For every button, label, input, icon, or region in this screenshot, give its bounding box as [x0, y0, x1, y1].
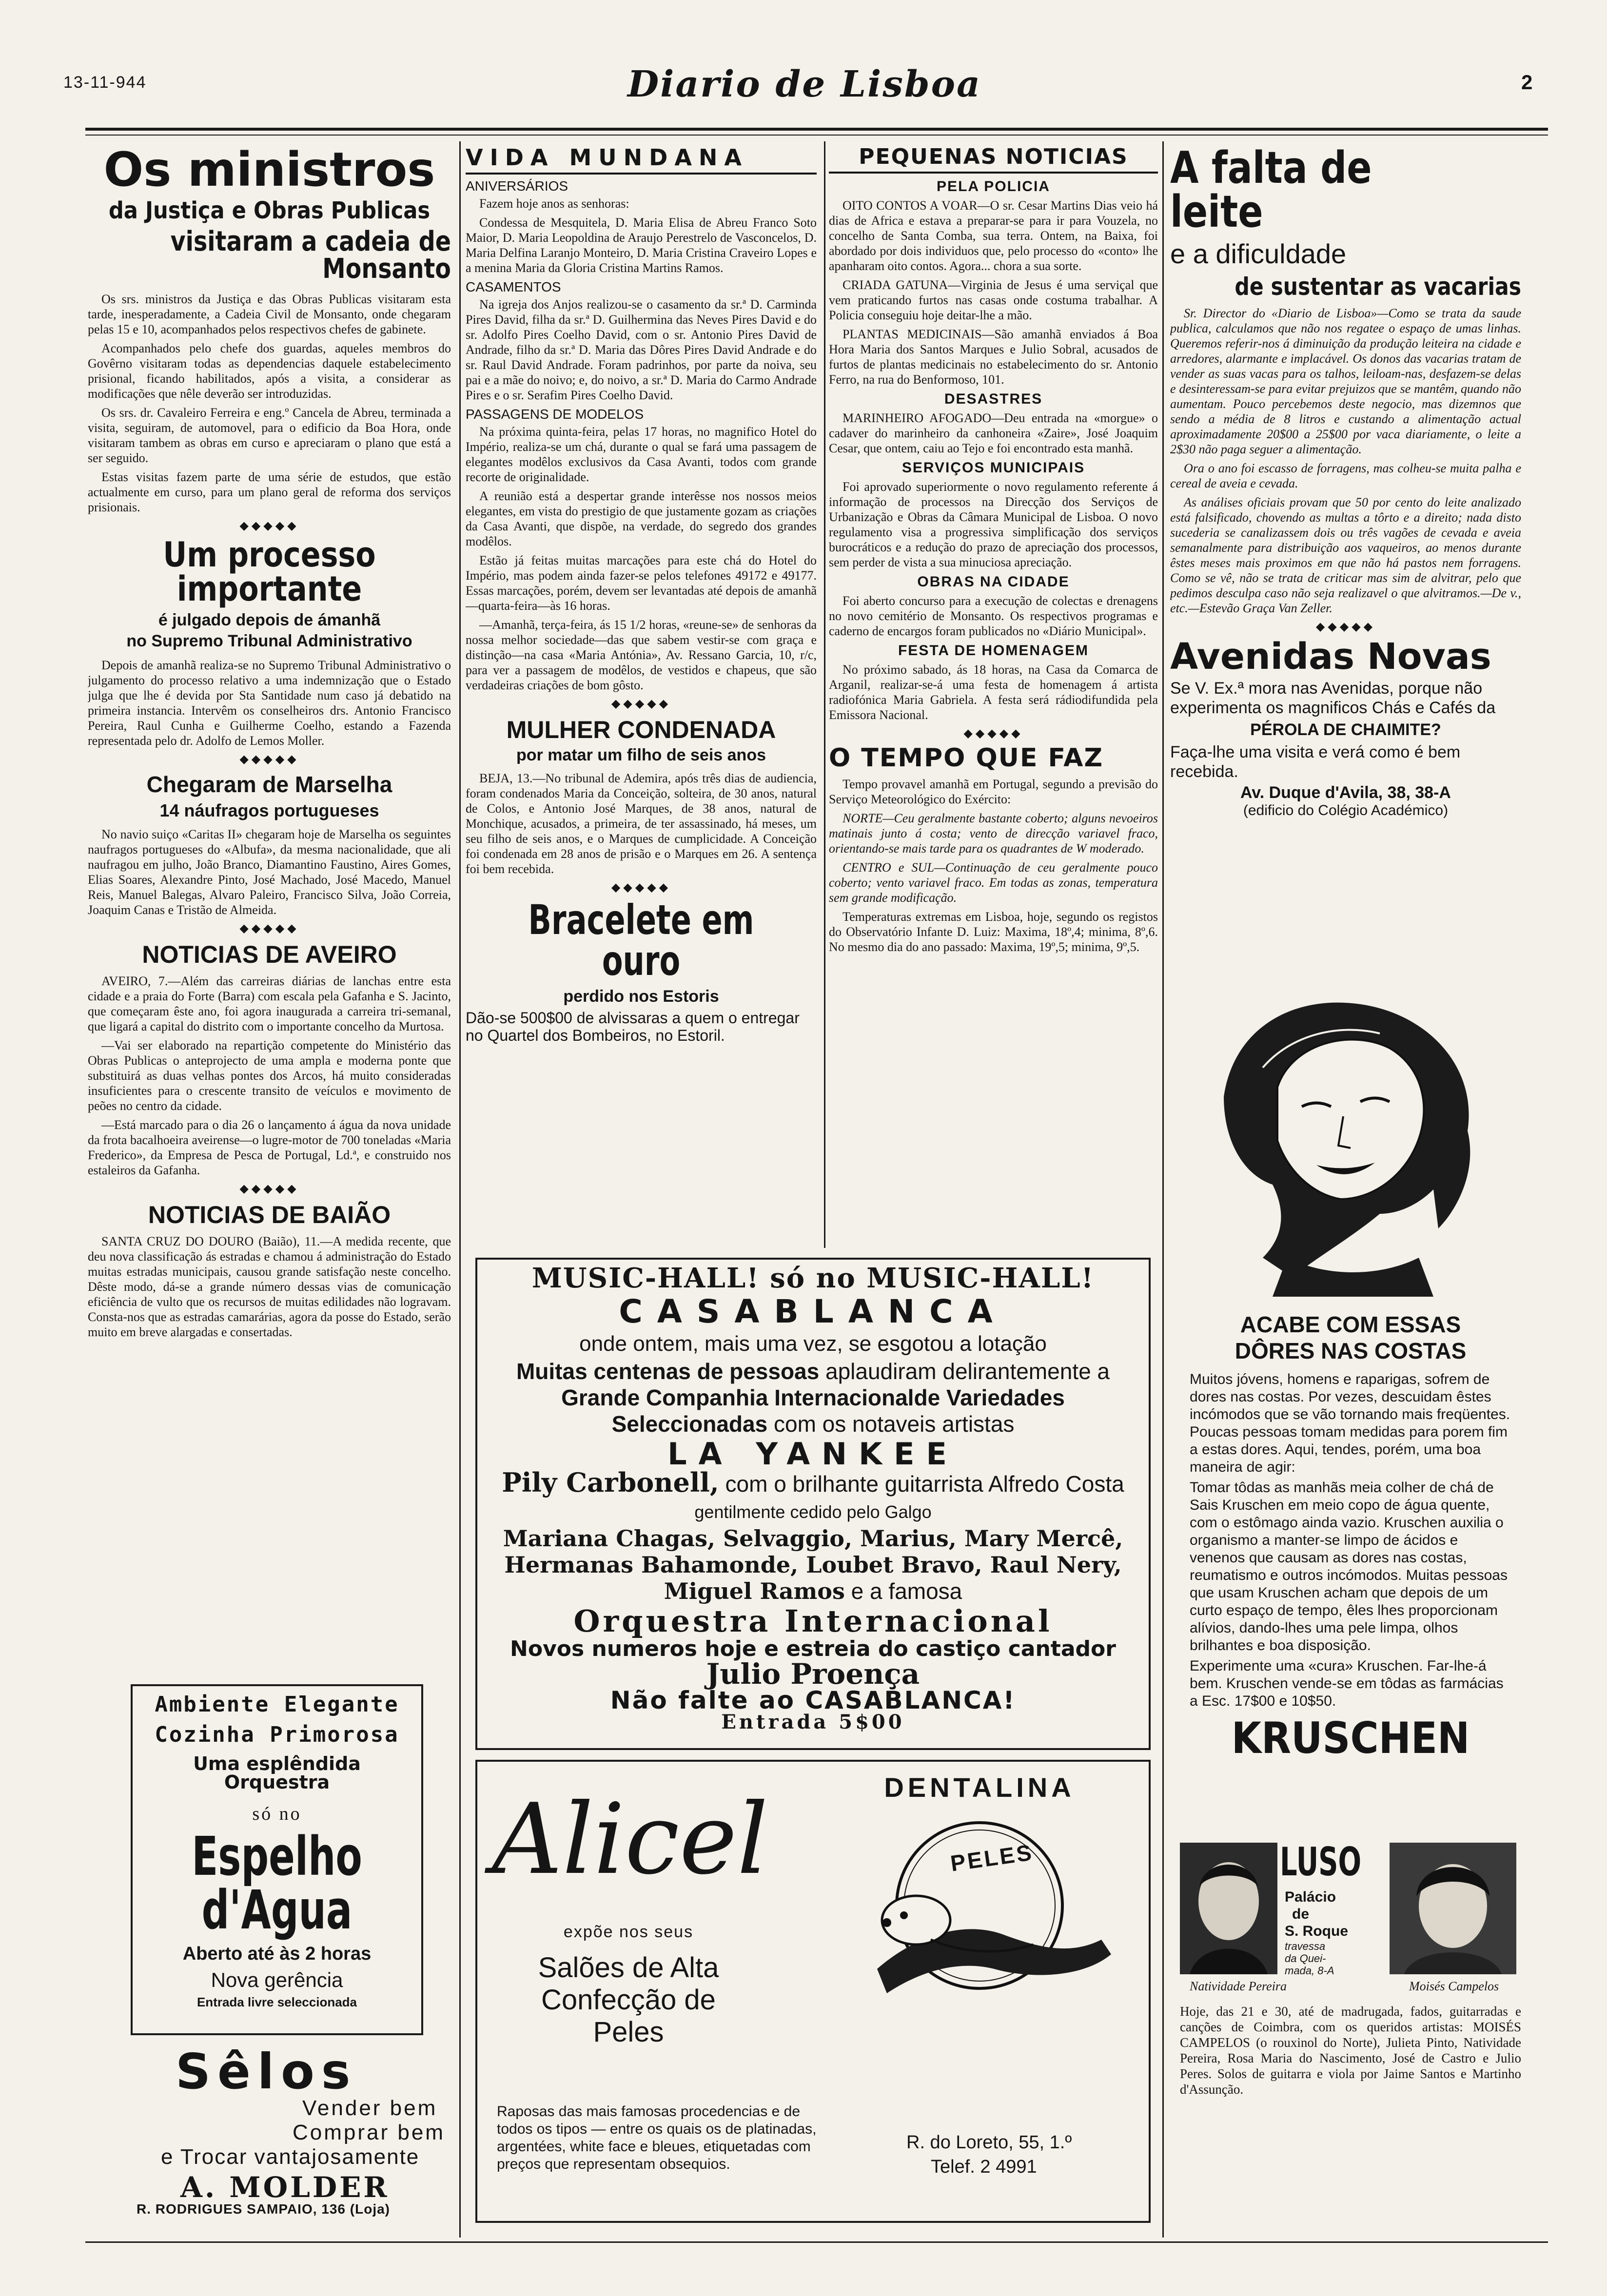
- column-2: [466, 146, 817, 1243]
- issue-date: 13-11-944: [63, 73, 147, 92]
- paragraph: Estas visitas fazem parte de uma série de estudos, que estão actualmente em curso, para um plano geral de reforma dos serviços prisionais.: [88, 470, 451, 514]
- headline-ministros: Os ministros: [103, 146, 435, 197]
- espelho-management: Nova gerência: [211, 1968, 343, 1991]
- espelho-dagua-ad: [131, 1684, 423, 2035]
- paragraph: Fazem hoje anos as senhoras:: [479, 196, 629, 211]
- avenidas-shop: PÉROLA DE CHAIMITE?: [1250, 720, 1441, 739]
- alicel-address1: R. do Loreto, 55, 1.º: [906, 2132, 1072, 2153]
- paragraph: Tempo provavel amanhã em Portugal, segundo a previsão do Serviço Meteorológico do Exército:: [829, 777, 1158, 806]
- paragraph: Depois de amanhã realiza-se no Supremo Tribunal Administrativo o julgamento do processo relativo a uma indemnização que o Estado julga que lhe é devida por Sta Santidade num caso já debatido na primeira instancia. Intervêm os conselheiros drs. Antonio Francisco Pereira, Raul Cunha e Guilherme Coelho, estando a Fazenda representada pelo dr. Adolfo de Lemos Moller.: [88, 658, 451, 748]
- paragraph: Foi aprovado superiormente o novo regulamento referente á informação de processos na Direcção dos Serviços de Urbanização e Obras da Câmara Municipal de Lisboa. O novo regulamento visa a progressiva simplificação dos serviços burocráticos e a redução do prazo de apreciação dos processos, sem perder de vista a sua minuciosa apreciação.: [829, 480, 1158, 569]
- luso-venue-line1: Palácio: [1285, 1889, 1336, 1905]
- paragraph: No navio suiço «Caritas II» chegaram hoje de Marselha os seguintes naufragos portugueses do «Albufa», da mesma nacionalidade, que ali naufragou em julho, João Branco, Diamantino Faustino, Aires Gomes, Elias Soares, Alexandre Pinto, José Machado, José Macedo, Manuel Reis, Manuel Balegas, Alvaro Paleiro, Francisco Silva, João Correia, Joaquim Canas e Tristão de Almeida.: [88, 827, 451, 917]
- avenidas-text2: Faça-lhe uma visita e verá como é bem recebida.: [1170, 743, 1461, 781]
- espelho-entry: Entrada livre seleccionada: [196, 1995, 357, 2009]
- paragraph: Foi aberto concurso para a execução de colectas e drenagens no novo cemitério de Monsanto. Os respectivos programas e caderno de encargos foram publicados no «Diário Municipal».: [829, 594, 1158, 638]
- label-aniversarios: ANIVERSÁRIOS: [466, 178, 568, 194]
- headline-bracelete: Bracelete em ouro: [528, 896, 754, 985]
- woman-illustration: [1204, 985, 1497, 1297]
- paragraph: A reunião está a despertar grande interêsse nos nossos meios elegantes, em vista do prestigio de que justamente gozam as criações da Casa Avanti, que dispõe, na verdade, do segredo dos grandes modêlos.: [466, 489, 817, 548]
- alicel-logo: Alicel: [492, 1783, 768, 1896]
- masthead-rule: [85, 128, 1548, 131]
- luso-text: Hoje, das 21 e 30, até de madrugada, fados, guitarradas e canções de Coimbra, com os queridos artistas: MOISÉS CAMPELOS (o rouxinol do Norte), Julieta Pinto, Natividade Pereira, Rosa Maria do Nascimento, José de Castro e Julio Peres. Solos de guitarra e viola por Jaime Santos e Martinho d'Assunção.: [1180, 2004, 1521, 2097]
- ornament-divider: ◆◆◆◆◆: [963, 727, 1023, 740]
- ornament-divider: ◆◆◆◆◆: [611, 881, 671, 894]
- label-servicos-municipais: SERVIÇOS MUNICIPAIS: [901, 460, 1085, 476]
- avenidas-note: (edificio do Colégio Académico): [1243, 802, 1449, 818]
- paragraph: OITO CONTOS A VOAR—O sr. Cesar Martins Dias veio há dias de Africa e estava a preparar-se para ir para Vouzela, no concelho de Santa Comba, sua terra. Ontem, na Baixa, foi abordado por dois individuos que, pelo processo do «conto» lhe apanharam oito contos. Agora... chora a sua sorte.: [829, 198, 1158, 273]
- casablanca-line1: onde ontem, mais uma vez, se esgotou a lotação: [579, 1332, 1047, 1356]
- paragraph: Os srs. ministros da Justiça e das Obras Publicas visitaram esta tarde, inesperadamente, a Cadeia Civil de Monsanto, onde chegaram pelas 15 e 10, acompanhados pelos respectivos chefes de gabinete.: [88, 292, 451, 336]
- man-portrait: [1180, 1843, 1277, 1974]
- kruschen-p1: Muitos jóvens, homens e raparigas, sofrem de dores nas costas. Por vezes, descuidam êstes incómodos que se vão tornando mais freqüentes. Poucas pessoas tomam medidas para porem fim a estas dores. Aqui, tendes, porém, uma boa maneira de agir:: [1190, 1371, 1510, 1475]
- selos-title: Sêlos: [176, 2043, 357, 2100]
- casablanca-artists-end: e a famosa: [851, 1578, 962, 1604]
- paragraph: CENTRO e SUL—Continuação de ceu geralmente pouco coberto; vento variavel fraco. Em todas as zonas, temperatura sem grande modificação.: [829, 860, 1158, 905]
- subhead-leite: e a dificuldade: [1170, 238, 1347, 269]
- kruschen-brand: KRUSCHEN: [1231, 1713, 1470, 1763]
- selos-ad: [98, 2043, 453, 2252]
- paragraph: —Amanhã, terça-feira, ás 15 1/2 horas, «reune-se» de senhoras da nossa melhor sociedade—das que sabem vestir-se com graça e distinção—na casa «Maria Antónia», Av. Ressano Garcia, 10, r/c, para ver a passagem de modêlos, de vestidos e chapeus, que são verdadeiras criações de bom gôsto.: [466, 618, 817, 692]
- subhead2-leite: de sustentar as vacarias: [1235, 272, 1521, 301]
- luso-venue-line3: S. Roque: [1285, 1923, 1349, 1939]
- ornament-divider: ◆◆◆◆◆: [611, 698, 671, 710]
- luso-venue-line6: mada, 8-A: [1285, 1965, 1334, 1977]
- headline-avenidas: Avenidas Novas: [1170, 636, 1491, 678]
- subhead-mulher: por matar um filho de seis anos: [516, 746, 766, 764]
- alicel-desc: Raposas das mais famosas procedencias e de todos os tipos — entre os quais os de platinadas, argentées, white face e bleues, etiquetadas com preços que representam obsequios.: [497, 2103, 817, 2172]
- casablanca-novos: Novos numeros hoje e estreia do castiço cantador: [510, 1636, 1116, 1661]
- label-casamentos: CASAMENTOS: [466, 279, 561, 294]
- avenidas-text1: Se V. Ex.ª mora nas Avenidas, porque não experimenta os magnificos Chás e Cafés da: [1170, 679, 1496, 717]
- headline-marselha: Chegaram de Marselha: [146, 772, 392, 797]
- label-pela-policia: PELA POLICIA: [937, 178, 1050, 195]
- peles-badge: PELES: [949, 1839, 1035, 1876]
- paragraph: —Está marcado para o dia 26 o lançamento á água da nova unidade da frota bacalhoeira aveirense—o lugre-motor de 700 toneladas «Maria Frederico», da Empresa de Pesca de Portugal, Ld.ª, e construido nos estaleiros da Gafanha.: [88, 1118, 451, 1177]
- casablanca-artists: Mariana Chagas, Selvaggio, Marius, Mary Mercê, Hermanas Bahamonde, Loubet Bravo, Raul Nery, Miguel Ramos: [503, 1525, 1123, 1604]
- espelho-line1: Ambiente Elegante: [155, 1692, 399, 1717]
- paragraph: Acompanhados pelo chefe dos guardas, aqueles membros do Govêrno visitaram todas as dependencias daquele estabelecimento prisional, ficando habilitados, após a visita, a considerar as modificações que nêle deverão ser introduzidas.: [88, 341, 451, 401]
- kruschen-headline2: DÔRES NAS COSTAS: [1235, 1338, 1467, 1363]
- subhead2-ministros: visitaram a cadeia de Monsanto: [170, 226, 451, 285]
- avenidas-address: Av. Duque d'Avila, 38, 38-A: [1240, 783, 1451, 802]
- label-festa: FESTA DE HOMENAGEM: [898, 642, 1089, 659]
- paragraph: MARINHEIRO AFOGADO—Deu entrada na «morgue» o cadaver do marinheiro da canhoneira «Zaire», José Joaquim Cesar, que ontem, caiu ao Tejo e foi encontrado esta manhã.: [829, 411, 1158, 455]
- casablanca-pily: Pily Carbonell,: [502, 1467, 719, 1498]
- casablanca-entrada: Entrada 5$00: [721, 1711, 905, 1733]
- alicel-ad: [475, 1760, 1151, 2223]
- headline-processo: Um processo importante: [163, 535, 376, 609]
- headline-baiao: NOTICIAS DE BAIÃO: [148, 1201, 391, 1228]
- casablanca-pily-rest2: gentilmente cedido pelo Galgo: [694, 1502, 932, 1522]
- casablanca-line2d: com os notaveis artistas: [773, 1411, 1015, 1437]
- page-number: 2: [1521, 71, 1533, 94]
- kruschen-p2: Tomar tôdas as manhãs meia colher de chá de Sais Kruschen em meio copo de água quente, com o estômago ainda vazio. Kruschen auxilia o organismo a manter-se limpo de ácidos e venenos que causam as dores nas costas, reumatismo e outros incómodos. Muitas pessoas que usam Kruschen acham que depois de um curto espaço de tempo, êles lhes proporcionam alívios, dando-lhes uma pele limpa, olhos brilhantes e boa disposição.: [1190, 1479, 1508, 1654]
- column-divider: [824, 141, 825, 1248]
- paragraph: AVEIRO, 7.—Além das carreiras diárias de lanchas entre esta cidade e a praia do Forte (Barra) com escala pela Gafanha e S. Jacinto, que começaram êste ano, foi agora inaugurada a carreira tri-semanal, que ligará a capital do distrito com o importante concelho da Murtosa.: [88, 974, 451, 1033]
- page-bottom-rule: [85, 2241, 1548, 2243]
- luso-ad: [1180, 1839, 1531, 2247]
- kruschen-p3: Experimente uma «cura» Kruschen. Far-lhe-á bem. Kruschen vende-se em tôdas as farmácias a Esc. 17$00 e 10$50.: [1190, 1658, 1504, 1709]
- alicel-saloes: Salões de Alta Confecção de Peles: [538, 1952, 719, 2048]
- kruschen-headline1: ACABE COM ESSAS: [1240, 1312, 1461, 1337]
- casablanca-ad: [475, 1258, 1151, 1750]
- paragraph: BEJA, 13.—No tribunal de Ademira, após três dias de audiencia, foram condenados Maria da Conceição, solteira, de 30 anos, natural de Colos, e Antonio José Marques, de 38 anos, natural de Monchique, acusados, a primeira, de ter assassinado, há meses, um seu filho de seis anos, e o Marques de cumplicidade. A Conceição foi condenada em 28 anos de prisão e o Marques em 26. A sentença foi bem recebida.: [466, 771, 817, 876]
- luso-venue-line2: de: [1292, 1906, 1310, 1922]
- paragraph: Estão já feitas muitas marcações para este chá do Hotel do Império, mas podem ainda fazer-se pelos telefones 49172 e 49177. Essas marcações, porém, devem ser levantadas até depois de amanhã—quarta-feira—às 16 horas.: [466, 553, 817, 613]
- luso-name: LUSO: [1280, 1839, 1362, 1885]
- casablanca-line2a: Muitas centenas de pessoas: [516, 1359, 820, 1384]
- newspaper-title: Diario de Lisboa: [627, 63, 981, 105]
- luso-venue-line4: travessa: [1285, 1940, 1326, 1952]
- paragraph: Condessa de Mesquitela, D. Maria Elisa de Abreu Franco Soto Maior, D. Maria Leopoldina de Araujo Perestrelo de Vasconcelos, D. Maria Delfina Laranjo Monteiro, D. Maria Cristina Craveiro Lopes e a menina Maria da Gloria Cristina Martins Ramos.: [466, 215, 817, 275]
- espelho-line3: Uma esplêndida Orquestra: [193, 1753, 361, 1793]
- espelho-hours: Aberto até às 2 horas: [182, 1944, 372, 1964]
- fur-animal-illustration: [819, 1808, 1131, 2052]
- casablanca-pily-rest: com o brilhante guitarrista Alfredo Costa: [725, 1471, 1124, 1497]
- ornament-divider: ◆◆◆◆◆: [239, 753, 299, 766]
- paragraph: Os srs. dr. Cavaleiro Ferreira e eng.º Cancela de Abreu, terminada a visita, seguiram, de automovel, para o edificio da Boa Hora, onde visitaram tambem as obras em curso e apreciaram o plano que está a ser seguido.: [88, 406, 451, 465]
- selos-line2: Comprar bem: [293, 2121, 445, 2144]
- casablanca-nao-falte: Não falte ao CASABLANCA!: [610, 1686, 1016, 1714]
- headline-tempo: O TEMPO QUE FAZ: [829, 743, 1104, 773]
- column-divider: [1162, 141, 1164, 2238]
- alicel-expoe: expõe nos seus: [563, 1923, 694, 1941]
- selos-line1: Vender bem: [302, 2096, 438, 2120]
- paragraph: Temperaturas extremas em Lisboa, hoje, segundo os registos do Observatório Infante D. Luiz: Maxima, 18º,4; minima, 8º,6. No mesmo dia do ano passado: Maxima, 19º,5; minima, 9º,5.: [829, 910, 1158, 954]
- section-pequenas-noticias: PEQUENAS NOTICIAS: [829, 146, 1158, 174]
- column-1: [88, 146, 451, 1662]
- subhead-bracelete: perdido nos Estoris: [563, 987, 719, 1006]
- label-passagens: PASSAGENS DE MODELOS: [466, 407, 644, 422]
- ornament-divider: ◆◆◆◆◆: [239, 922, 299, 935]
- espelho-only-at: só no: [252, 1804, 302, 1824]
- alicel-address2: Telef. 2 4991: [931, 2157, 1037, 2177]
- ornament-divider: ◆◆◆◆◆: [1315, 621, 1376, 633]
- paragraph: NORTE—Ceu geralmente bastante coberto; alguns nevoeiros matinais junto á costa; vento de direcção variavel fraco, orientando-se mais tarde para os quadrantes de W moderado.: [829, 811, 1158, 856]
- label-obras: OBRAS NA CIDADE: [917, 574, 1070, 590]
- section-vida-mundana: VIDA MUNDANA: [466, 146, 817, 175]
- alicel-brand: DENTALINA: [884, 1772, 1075, 1803]
- kruschen-ad: [1190, 1311, 1511, 1828]
- woman-portrait: [1390, 1843, 1516, 1974]
- label-desastres: DESASTRES: [944, 391, 1043, 407]
- subhead-marselha: 14 náufragos portugueses: [159, 800, 379, 820]
- ornament-divider: ◆◆◆◆◆: [239, 1183, 299, 1195]
- headline-aveiro: NOTICIAS DE AVEIRO: [142, 941, 397, 968]
- headline-mulher: MULHER CONDENADA: [506, 716, 776, 743]
- headline-leite: A falta de leite: [1170, 146, 1372, 237]
- casablanca-orquestra: Orquestra Internacional: [573, 1603, 1053, 1639]
- selos-line3: e Trocar vantajosamente: [161, 2145, 420, 2169]
- paragraph: As análises oficiais provam que 50 por cento do leite analizado está falsificado, chovendo as multas a tôrto e a direito; nada disto sucederia se canalizassem dois ou três vagões de cevada e aveia semanalmente para distribuição aos vaqueiros, ao menos durante êstes meses mais proximos em que não há pastos nem forragens. Como se vê, não se trata de criticar mas sim de alvitrar, pelo que pedimos desculpa caso não seja realizavel o que alvitramos.—De v., etc.—Estevão Graça Van Zeller.: [1170, 495, 1521, 615]
- bracelete-text: Dão-se 500$00 de alvissaras a quem o entregar no Quartel dos Bombeiros, no Estoril.: [466, 1009, 800, 1044]
- column-3: [829, 146, 1158, 1243]
- casablanca-julio: Julio Proença: [706, 1657, 920, 1691]
- luso-caption-right: Moisés Campelos: [1409, 1979, 1499, 1993]
- paragraph: SANTA CRUZ DO DOURO (Baião), 11.—A medida recente, que deu nova classificação ás estradas e chamou á administração do Estado muitas estradas municipais, causou grande satisfação neste concelho. Dêste modo, dá-se a grande número dessas vias de comunicação eficiência de vulto que os recursos de muitas edilidades não logravam. Consta-nos que as estradas camarárias, agora da posse do Estado, serão muito em breve alargadas e consertadas.: [88, 1234, 451, 1339]
- luso-caption-left: Natividade Pereira: [1190, 1979, 1287, 1993]
- paragraph: PLANTAS MEDICINAIS—São amanhã enviados á Boa Hora Maria dos Santos Marques e Julio Sobral, acusados de furtos de plantas medicinais no estabelecimento do sr. Antonio Ferro, na rua do Benformoso, 101.: [829, 327, 1158, 387]
- subhead-processo: é julgado depois de ámanhã: [158, 611, 381, 629]
- casablanca-line2c: Grande Companhia Internacionalde Variedades Seleccionadas: [561, 1385, 1065, 1437]
- column-divider: [459, 141, 461, 2238]
- paragraph: CRIADA GATUNA—Virginia de Jesus é uma serviçal que vem praticando furtos nas casas onde costuma trabalhar. A Policia conseguiu hoje deitar-lhe a mão.: [829, 278, 1158, 322]
- paragraph: Ora o ano foi escasso de forragens, mas colheu-se muita palha e cereal de aveia e cevada.: [1170, 461, 1521, 490]
- selos-address: R. RODRIGUES SAMPAIO, 136 (Loja): [137, 2201, 390, 2217]
- espelho-name: Espelho d'Agua: [192, 1825, 362, 1941]
- selos-name: A. MOLDER: [180, 2171, 390, 2204]
- ornament-divider: ◆◆◆◆◆: [239, 520, 299, 532]
- casablanca-name: CASABLANCA: [619, 1293, 1007, 1330]
- paragraph: Na próxima quinta-feira, pelas 17 horas, no magnifico Hotel do Império, realiza-se um chá, durante o qual se fará uma passagem de elegantes modêlos exclusivos da Casa Avanti, todos com grande recorte de originalidade.: [466, 425, 817, 484]
- paragraph: No próximo sabado, ás 18 horas, na Casa da Comarca de Arganil, realizar-se-á uma festa de homenagem á artista radiofónica Maria Gabriela. A festa será rádiodifundida pela Emissora Nacional.: [829, 662, 1158, 722]
- casablanca-line2b: aplaudiram delirantemente a: [825, 1359, 1110, 1384]
- espelho-line2: Cozinha Primorosa: [155, 1722, 399, 1747]
- subhead-ministros: da Justiça e Obras Publicas: [108, 197, 431, 224]
- casablanca-yankee: LA YANKEE: [667, 1436, 959, 1472]
- column-4: [1170, 146, 1521, 1102]
- paragraph: Na igreja dos Anjos realizou-se o casamento da sr.ª D. Carminda Pires David, filha da sr.ª D. Guilhermina das Neves Pires David e do sr. Adolfo Pires Coelho David, com o sr. Antonio Pires David de Andrade, filho da sr.ª D. Maria das Dôres Pires David Andrade e do sr. Raul David Andrade. Foram padrinhos, por parte da noiva, seu pai e a mãe do noivo; e, do noivo, a sr.ª D. Maria do Carmo Andrade Pires e o sr. Serafim Pires Coelho David.: [466, 297, 817, 402]
- masthead-rule-thin: [85, 135, 1548, 136]
- paragraph: —Vai ser elaborado na repartição competente do Ministério das Obras Publicas o anteprojecto de uma ampla e moderna ponte que substituirá as duas velhas pontes dos Arcos, há muito consideradas insuficientes para o crescente transito de veículos e movimento de peões no centro da cidade.: [88, 1038, 451, 1113]
- luso-venue-line5: da Quei-: [1285, 1952, 1326, 1965]
- subhead2-processo: no Supremo Tribunal Administrativo: [126, 632, 412, 650]
- casablanca-top: MUSIC-HALL! só no MUSIC-HALL!: [531, 1262, 1095, 1294]
- paragraph: Sr. Director do «Diario de Lisboa»—Como se trata da saude publica, calculamos que não nos regatee o espaço de umas linhas. Queremos referir-nos á diminuição da produção leiteira na cidade e arredores, alarmante e implacável. Os donos das vacarias tratam de vender as suas vacas para os talhos, leiloam-nas, desfazem-se delas e desinteressam-se para evitar prejuizos que se mantêm, quando não aumentam. Pouco percebemos deste negocio, mas dizemnos que sendo a média de 8 litros e custando a alimentação actual aproximadamente 20$00 a 25$00 por vaca diariamente, o leite a 2$30 não paga seguer a alimentação.: [1170, 306, 1521, 456]
